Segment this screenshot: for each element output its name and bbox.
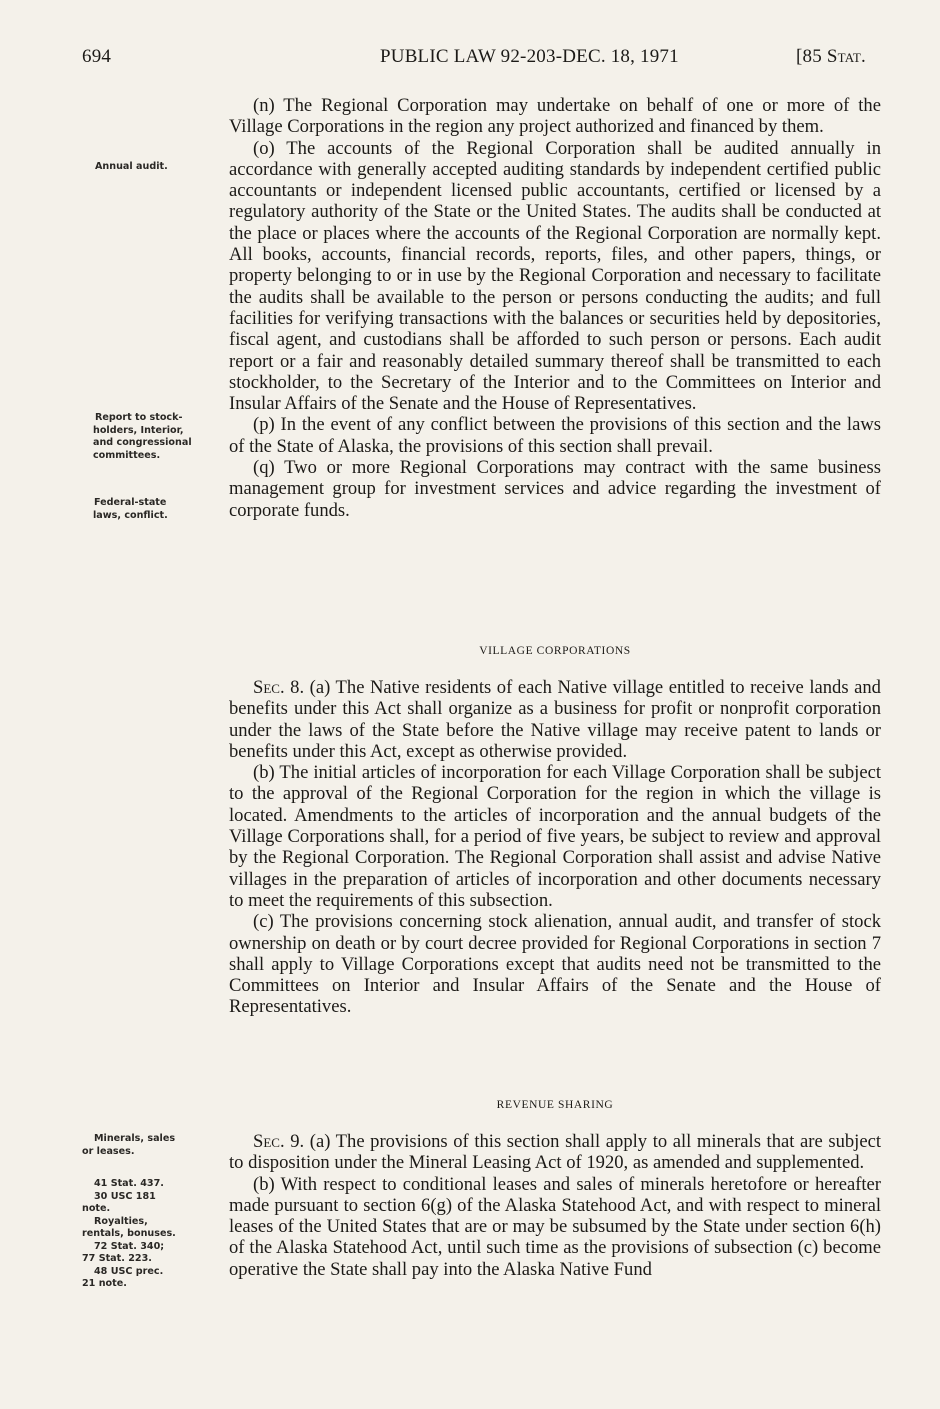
section-8b: (b) The initial articles of incorporation for each Village Corporation shall be subject to the approval of the Regional Corporation for the region in which the village is located. Amendments to the articles of incorporation and the annual budgets of the Village Corporations shall, for a period of five years, be subject to review and approval by the Regional Corporation. The Regional Corporation shall assist and advise Native villages in the preparation of articles of incorporation and other documents necessary to meet the requirements of this subsection. [229,762,881,911]
paragraph-q: (q) Two or more Regional Corporations may contract with the same business management group for investment services and advice regarding the investment of corporate funds. [229,457,881,521]
margin-note-line: or leases. [82,1145,135,1157]
section-9a [229,1131,881,1174]
margin-note-line: 77 Stat. 223. [82,1253,152,1264]
margin-note-line: Report to stock- [95,412,183,423]
section-8a-text: (a) The Native residents of each Native village entitled to receive lands and benefits under this Act shall organize as a business for profit or nonprofit corporation under the laws of the State before the Native village may receive patent to lands or benefits under this Act, except as otherwise provided. [229,677,881,762]
statute-prefix: [85 [796,46,822,67]
margin-note-line: 72 Stat. 340; [94,1240,165,1252]
margin-note-line: rentals, bonuses. [82,1228,176,1239]
heading-revenue-sharing: REVENUE SHARING [496,1099,614,1111]
statute-reference [796,46,866,68]
section-9a-text: (a) The provisions of this section shall apply to all minerals that are subject to disposition under the Mineral Leasing Act of 1920, as amended and supplemented. [229,1131,881,1174]
paragraph-p: (p) In the event of any conflict between the provisions of this section and the laws of the State of Alaska, the provisions of this section shall prevail. [229,414,881,457]
margin-note-line: Minerals, sales [94,1133,176,1144]
paragraph-o: (o) The accounts of the Regional Corporation shall be audited annually in accordance with generally accepted auditing standards by independent certified public accountants or independent licensed public accountants, certified or licensed by a regulatory authority of the State or the United States. The audits shall be conducted at the place or places where the accounts of the Regional Corporation are normally kept. All books, accounts, financial records, reports, files, and other papers, things, or property belonging to or in use by the Regional Corporation and necessary to facilitate the audits shall be available to the person or persons conducting the audits; and full facilities for verifying transactions with the balances or securities held by depositories, fiscal agent, and custodians shall be afforded to such person or persons. Each audit report or a fair and reasonably detailed summary thereof shall be transmitted to each stockholder, to the Secretary of the Interior and to the Committees on Interior and Insular Affairs of the Senate and the House of Representatives. [229,137,881,415]
margin-note-line: 30 USC 181 [94,1190,156,1202]
margin-note-line: committees. [93,449,161,461]
margin-note-citations [82,1178,176,1291]
margin-note-minerals [82,1133,175,1158]
margin-note-line: 48 USC prec. [94,1265,164,1277]
section-8-text [229,677,881,1018]
paragraph-n: (n) The Regional Corporation may undertake on behalf of one or more of the Village Corporations in the region any project authorized and financed by them. [229,95,881,138]
margin-note-line: 41 Stat. 437. [94,1178,164,1189]
running-title: PUBLIC LAW 92-203-DEC. 18, 1971 [380,46,679,67]
section-9b: (b) With respect to conditional leases and sales of minerals heretofore or hereafter made pursuant to section 6(g) of the Alaska Statehood Act, and with respect to mineral leases of the United States that are or may be subsumed by the State under section 6(h) of the Alaska Statehood Act, until such time as the provisions of subsection (c) become operative the State shall pay into the Alaska Native Fund [229,1173,881,1280]
margin-note-report [93,412,192,462]
margin-note-line: note. [82,1203,111,1214]
margin-note-line: holders, Interior, [93,424,184,436]
section-9-label: Sec. 9. [253,1131,305,1152]
page-number: 694 [82,46,112,67]
section-8a [229,677,881,762]
margin-note-federal-state [93,497,168,522]
margin-note-annual-audit: Annual audit. [95,161,168,172]
margin-note-line: Royalties, [94,1215,148,1227]
section-8c: (c) The provisions concerning stock alienation, annual audit, and transfer of stock ownership on death or by court decree provided for Regional Corporations in section 7 shall apply to Village Corporations except that audits need not be transmitted to the Committees on Interior and Insular Affairs of the Senate and the House of Representatives. [229,911,881,1018]
section-8-label: Sec. 8. [253,677,305,698]
heading-village-corporations: VILLAGE CORPORATIONS [479,645,631,657]
section-text-upper [229,95,881,521]
margin-note-line: 21 note. [82,1278,127,1289]
margin-note-line: Federal-state [94,497,167,508]
margin-note-line: and congressional [93,437,192,448]
statute-label: Stat. [826,46,866,67]
section-9-text [229,1131,881,1280]
margin-note-line: laws, conflict. [93,509,168,521]
